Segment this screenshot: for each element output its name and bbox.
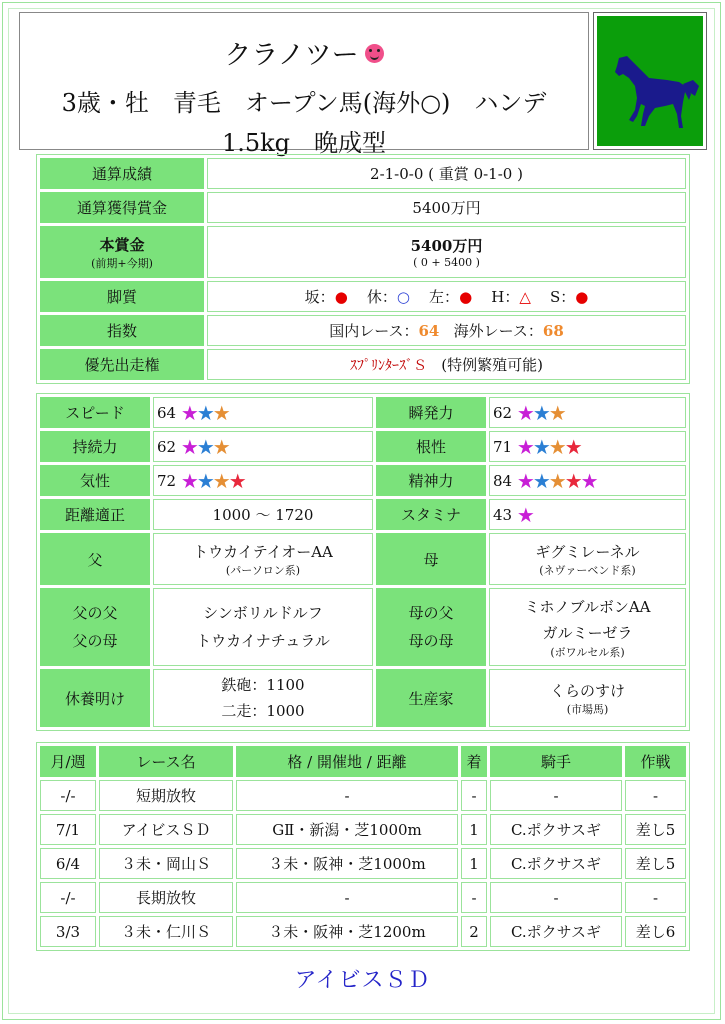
race-place: 1 — [461, 814, 487, 845]
earnings-row — [40, 192, 686, 223]
sire-parents-cell — [153, 588, 373, 666]
s-mark: ● — [575, 288, 589, 306]
header-jockey: 騎手 — [490, 746, 622, 777]
horse-name — [20, 33, 588, 72]
star-icon: ★ — [212, 400, 229, 425]
header-place: 着 — [461, 746, 487, 777]
header-grade: 格 / 開催地 / 距離 — [236, 746, 458, 777]
sire-cell — [153, 533, 373, 585]
breeder-name: くらのすけ — [549, 681, 625, 700]
star-icon: ★ — [564, 468, 581, 493]
dam-label: 母 — [376, 533, 486, 585]
sd-label: 父の母 — [72, 632, 118, 650]
star-icon: ★ — [516, 468, 533, 493]
star-icon: ★ — [532, 400, 549, 425]
race-name: ３未・岡山Ｓ — [99, 848, 233, 879]
speed-row — [40, 397, 686, 428]
rest-cell — [153, 669, 373, 727]
horse-image-background — [597, 16, 703, 146]
race-week: 3/3 — [40, 916, 96, 947]
sire-label: 父 — [40, 533, 150, 585]
h-mark: △ — [519, 288, 531, 306]
stamina-label: スタミナ — [376, 499, 486, 530]
dam-line: (ネヴァーベンド系) — [539, 563, 636, 577]
record-value: 2-1-0-0 ( 重賞 0-1-0 ) — [207, 158, 686, 189]
kyu-mark: ○ — [396, 288, 410, 306]
distance-value: 1000 〜 1720 — [153, 499, 373, 530]
race-strategy: 差し5 — [625, 848, 686, 879]
race-week: 6/4 — [40, 848, 96, 879]
smiley-face-icon — [365, 44, 384, 63]
nisou-value: 二走：1000 — [221, 702, 305, 720]
temper-row — [40, 465, 686, 496]
speed-value: 64 — [157, 403, 177, 422]
dd-label: 母の母 — [408, 632, 454, 650]
temper-label: 気性 — [40, 465, 150, 496]
horse-handicap-line: 1.5kg 晩成型 — [221, 129, 387, 157]
race-name: 短期放牧 — [99, 780, 233, 811]
table-row — [40, 814, 686, 845]
star-icon: ★ — [532, 434, 549, 459]
domestic-label: 国内レース： — [329, 322, 419, 340]
star-icon: ★ — [532, 468, 549, 493]
parents-row — [40, 533, 686, 585]
race-jockey: - — [490, 780, 622, 811]
star-icon: ★ — [516, 400, 533, 425]
domestic-value: 64 — [418, 322, 440, 340]
temper-value-cell — [153, 465, 373, 496]
horse-title-box — [19, 12, 589, 157]
stamina-value-cell — [489, 499, 686, 530]
race-grade: - — [236, 882, 458, 913]
race-name: 長期放牧 — [99, 882, 233, 913]
race-strategy: - — [625, 780, 686, 811]
stamina2-label: 持続力 — [40, 431, 150, 462]
star-icon: ★ — [564, 434, 581, 459]
header-week: 月/週 — [40, 746, 96, 777]
earnings-value: 5400万円 — [207, 192, 686, 223]
priority-value — [207, 349, 686, 380]
race-jockey: - — [490, 882, 622, 913]
race-place: - — [461, 780, 487, 811]
footer-race-link[interactable]: アイビスＳＤ — [294, 968, 431, 993]
distance-row — [40, 499, 686, 530]
speed-value-cell — [153, 397, 373, 428]
race-header-row — [40, 746, 686, 777]
star-icon: ★ — [180, 434, 197, 459]
star-icon: ★ — [548, 400, 565, 425]
spirit-value-cell — [489, 465, 686, 496]
ss-label: 父の父 — [72, 604, 118, 622]
race-place: 2 — [461, 916, 487, 947]
star-icon: ★ — [196, 400, 213, 425]
sd-name: トウカイナチュラル — [196, 632, 330, 650]
ds-label: 母の父 — [408, 604, 454, 622]
distance-label: 距離適正 — [40, 499, 150, 530]
dam-parents-cell — [489, 588, 686, 666]
race-name: ３未・仁川Ｓ — [99, 916, 233, 947]
star-icon: ★ — [580, 468, 597, 493]
index-row — [40, 315, 686, 346]
race-week: 7/1 — [40, 814, 96, 845]
dam-cell — [489, 533, 686, 585]
sire-name: トウカイテイオーAA — [193, 542, 333, 561]
stamina2-value: 62 — [157, 437, 177, 456]
race-history-table — [36, 742, 690, 951]
overseas-value: 68 — [542, 322, 564, 340]
race-jockey: C.ポクサスギ — [490, 848, 622, 879]
race-jockey: C.ポクサスギ — [490, 916, 622, 947]
prize-label: 本賞金 — [99, 235, 145, 254]
ds-name: ミホノブルボンAA — [524, 598, 651, 616]
stamina2-value-cell — [153, 431, 373, 462]
dam-parents-label-cell — [376, 588, 486, 666]
guts-value-cell — [489, 431, 686, 462]
record-row — [40, 158, 686, 189]
horse-silhouette-icon — [597, 16, 705, 148]
legs-row — [40, 281, 686, 312]
horse-image-box — [593, 12, 707, 150]
priority-label: 優先出走権 — [40, 349, 204, 380]
table-row — [40, 882, 686, 913]
race-strategy: - — [625, 882, 686, 913]
star-icon: ★ — [180, 468, 197, 493]
prize-row — [40, 226, 686, 278]
spirit-label: 精神力 — [376, 465, 486, 496]
priority-note: (特例繁殖可能) — [441, 356, 544, 374]
temper-value: 72 — [157, 471, 177, 490]
breeder-sub: (市場馬) — [566, 702, 609, 716]
endurance-row — [40, 431, 686, 462]
prize-value-cell — [207, 226, 686, 278]
race-week: -/- — [40, 882, 96, 913]
table-row — [40, 916, 686, 947]
table-row — [40, 780, 686, 811]
legs-value — [207, 281, 686, 312]
saka-label: 坂： — [304, 288, 335, 306]
horse-name-text: クラノツー — [224, 40, 359, 71]
race-grade: GⅡ・新潟・芝1000m — [236, 814, 458, 845]
star-icon: ★ — [212, 468, 229, 493]
rest-row — [40, 669, 686, 727]
race-strategy: 差し6 — [625, 916, 686, 947]
burst-value-cell — [489, 397, 686, 428]
prize-label-cell — [40, 226, 204, 278]
race-jockey: C.ポクサスギ — [490, 814, 622, 845]
legs-label: 脚質 — [40, 281, 204, 312]
race-week: -/- — [40, 780, 96, 811]
breeder-cell — [489, 669, 686, 727]
sire-line: (パーソロン系) — [225, 563, 301, 577]
kyu-label: 休： — [366, 288, 397, 306]
s-label: S： — [549, 288, 576, 306]
hidari-mark: ● — [459, 288, 473, 306]
grandparents-row — [40, 588, 686, 666]
star-icon: ★ — [548, 468, 565, 493]
star-icon: ★ — [180, 400, 197, 425]
priority-row — [40, 349, 686, 380]
header-strategy: 作戦 — [625, 746, 686, 777]
guts-value: 71 — [493, 437, 513, 456]
race-grade: - — [236, 780, 458, 811]
index-label: 指数 — [40, 315, 204, 346]
star-icon: ★ — [516, 502, 533, 527]
burst-label: 瞬発力 — [376, 397, 486, 428]
breeder-label: 生産家 — [376, 669, 486, 727]
stats-table — [36, 393, 690, 731]
burst-value: 62 — [493, 403, 513, 422]
rest-label: 休養明け — [40, 669, 150, 727]
race-place: 1 — [461, 848, 487, 879]
guts-label: 根性 — [376, 431, 486, 462]
star-icon: ★ — [212, 434, 229, 459]
priority-race: ｽﾌﾟﾘﾝﾀｰｽﾞＳ — [349, 358, 427, 374]
star-icon: ★ — [548, 434, 565, 459]
prize-breakdown: ( 0 + 5400 ) — [413, 256, 480, 269]
hidari-label: 左： — [429, 288, 460, 306]
dd-line: (ボワルセル系) — [550, 646, 625, 659]
dam-name: ギグミレーネル — [535, 542, 640, 561]
horse-info-line: 3歳・牡 青毛 オープン馬(海外○) ハンデ — [61, 89, 547, 117]
star-icon: ★ — [516, 434, 533, 459]
race-strategy: 差し5 — [625, 814, 686, 845]
profile-table — [36, 154, 690, 384]
star-icon: ★ — [196, 434, 213, 459]
record-label: 通算成績 — [40, 158, 204, 189]
header-race-name: レース名 — [99, 746, 233, 777]
sire-parents-label-cell — [40, 588, 150, 666]
spirit-value: 84 — [493, 471, 513, 490]
race-grade: ３未・阪神・芝1200m — [236, 916, 458, 947]
table-row — [40, 848, 686, 879]
index-value — [207, 315, 686, 346]
star-icon: ★ — [228, 468, 245, 493]
saka-mark: ● — [334, 288, 348, 306]
prize-value: 5400万円 — [410, 237, 483, 255]
race-grade: ３未・阪神・芝1000m — [236, 848, 458, 879]
dd-name: ガルミーゼラ — [542, 624, 633, 642]
overseas-label: 海外レース： — [453, 322, 543, 340]
earnings-label: 通算獲得賞金 — [40, 192, 204, 223]
stamina-value: 43 — [493, 505, 513, 524]
speed-label: スピード — [40, 397, 150, 428]
race-name: アイビスＳＤ — [99, 814, 233, 845]
race-place: - — [461, 882, 487, 913]
h-label: H： — [491, 288, 520, 306]
star-icon: ★ — [196, 468, 213, 493]
prize-sub-label: (前期+今期) — [91, 256, 153, 270]
teppo-value: 鉄砲：1100 — [221, 676, 305, 694]
ss-name: シンボリルドルフ — [203, 604, 323, 622]
